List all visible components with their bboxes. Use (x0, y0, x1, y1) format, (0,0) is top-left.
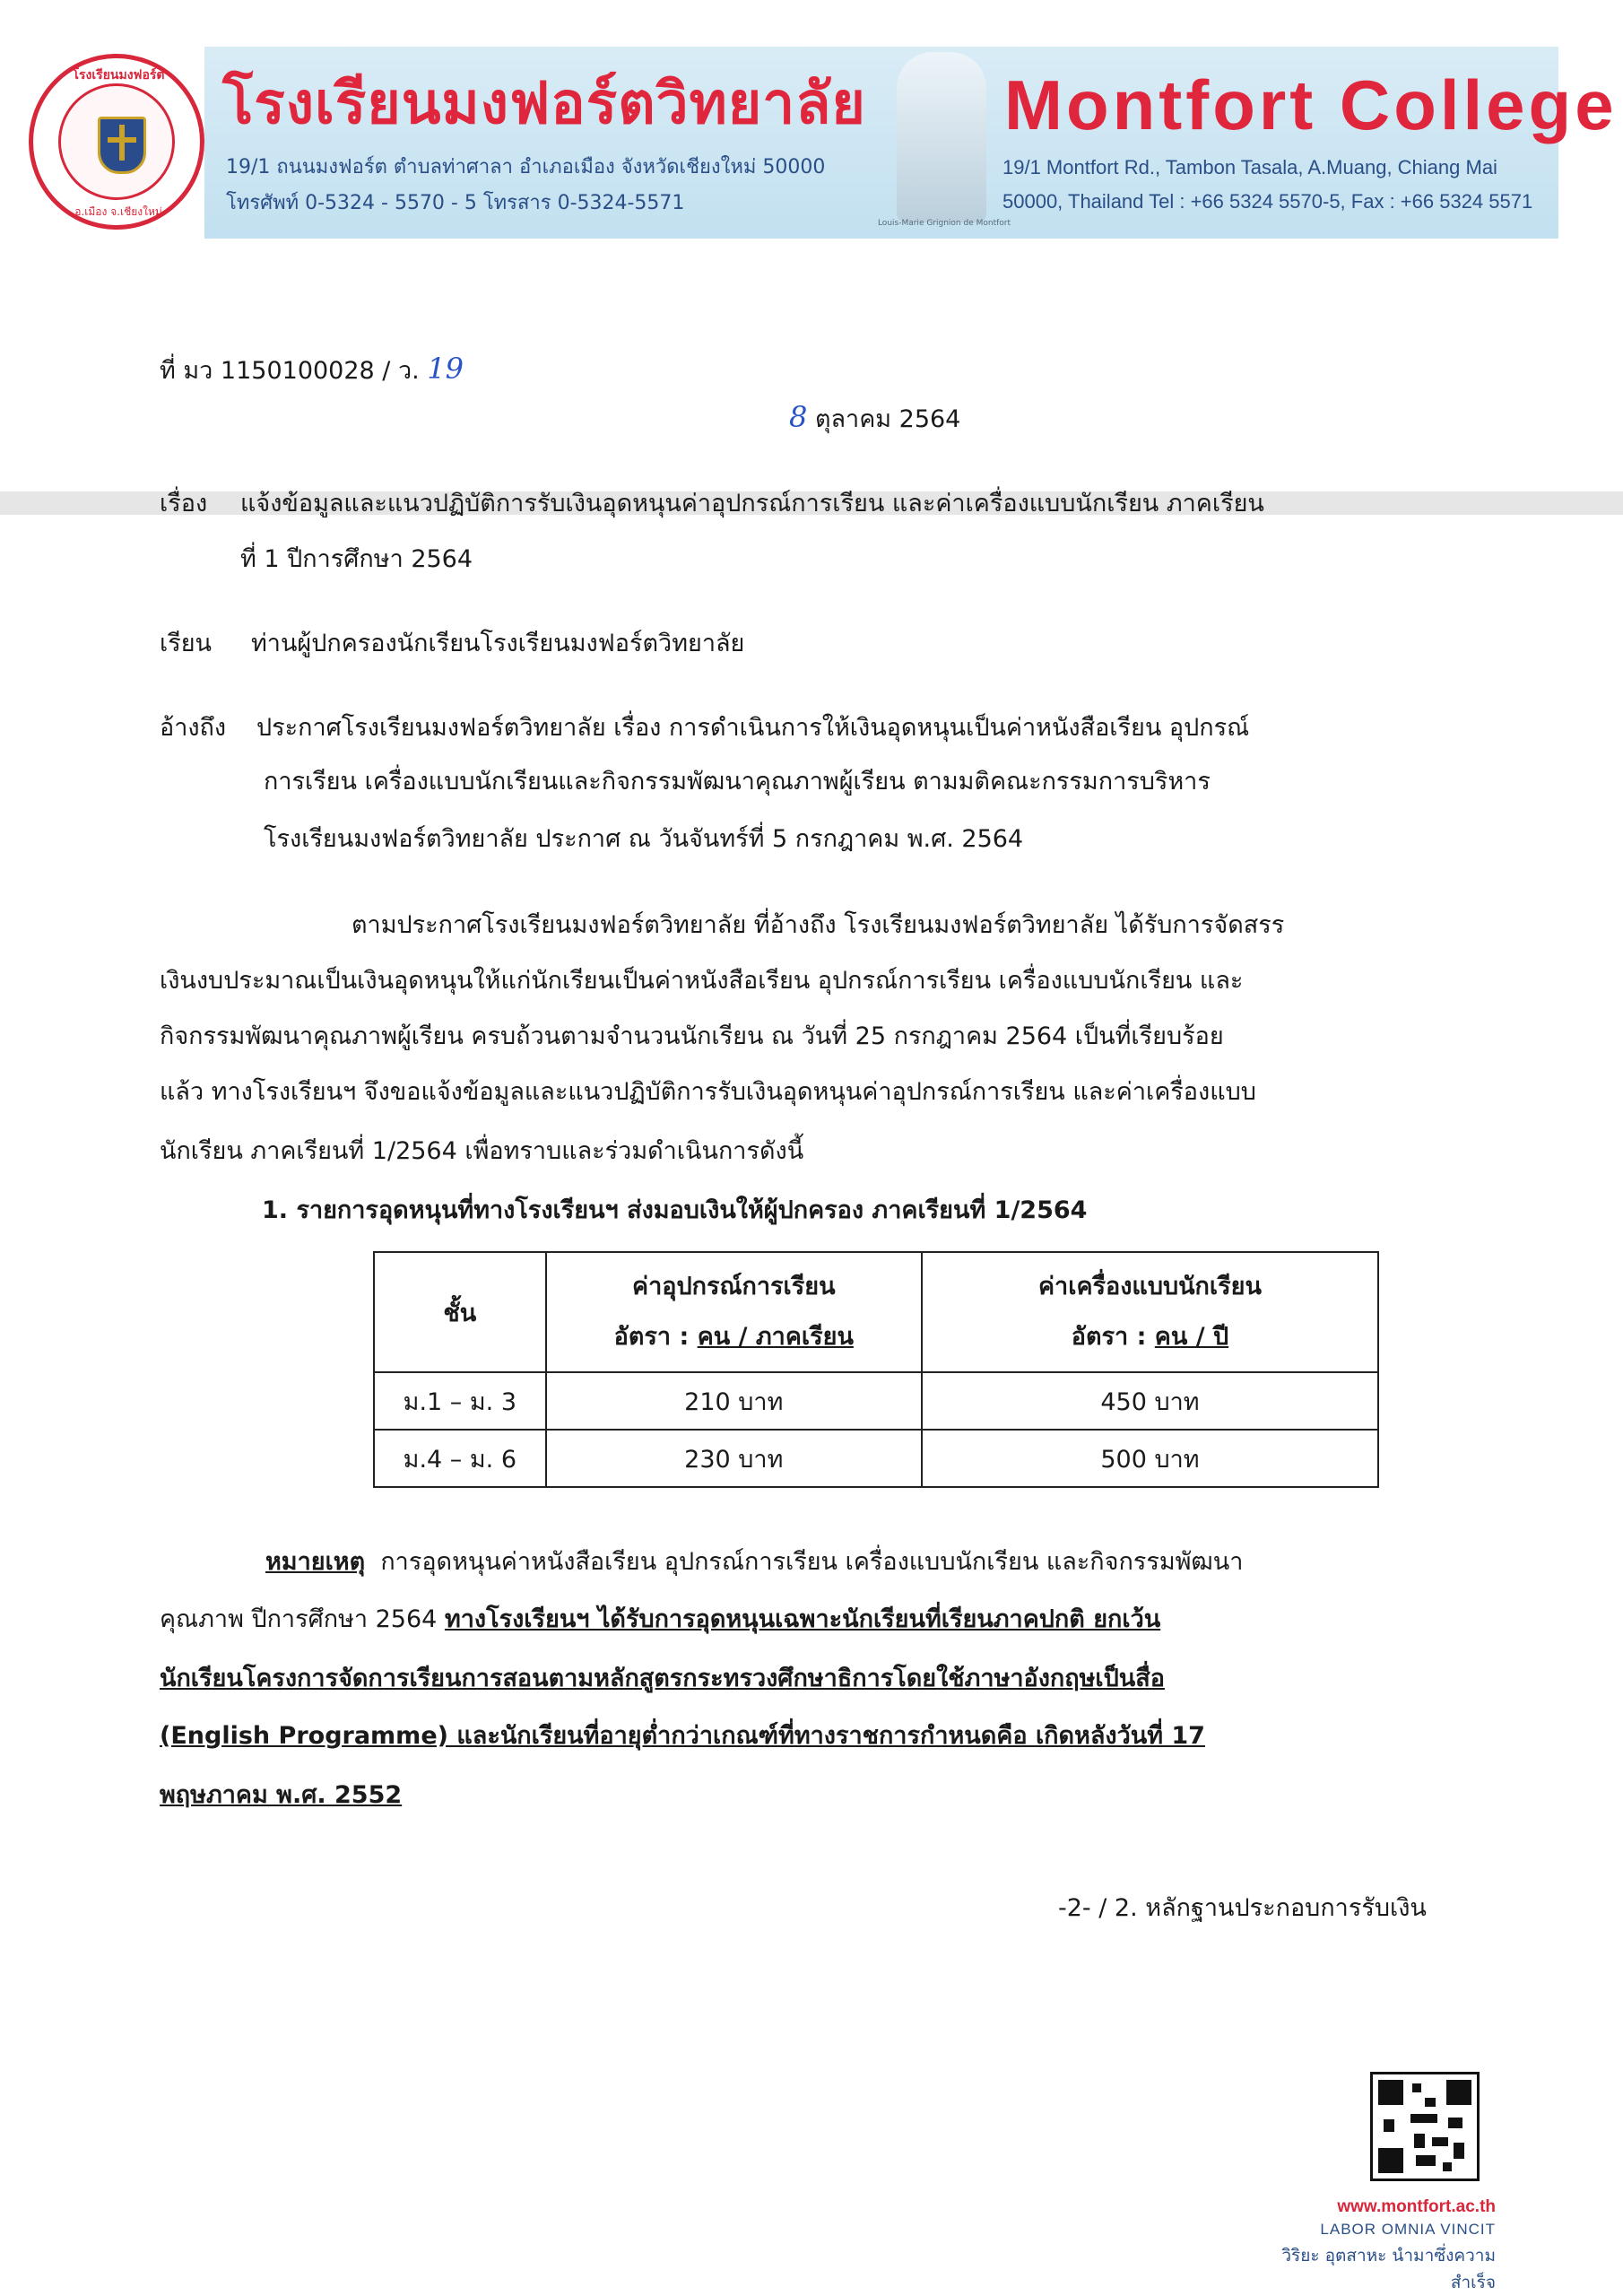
note-line-4: (English Programme) และนักเรียนที่อายุต่ำกว่าเกณฑ์ที่ทางราชการกำหนดคือ เกิดหลังวันที่ 17 (160, 1722, 1205, 1750)
subject-line-1: แจ้งข้อมูลและแนวปฏิบัติการรับเงินอุดหนุนค่าอุปกรณ์การเรียน และค่าเครื่องแบบนักเรียน ภาคเรียน (240, 490, 1264, 517)
note-line-2-plain: คุณภาพ ปีการศึกษา 2564 (160, 1605, 438, 1633)
thai-address-line-2: โทรศัพท์ 0-5324 - 5570 - 5 โทรสาร 0-5324-5571 (226, 192, 685, 214)
subject-line-2: ที่ 1 ปีการศึกษา 2564 (240, 545, 473, 573)
founder-statue-image (897, 52, 986, 222)
header-equipment-rate-unit: คน / ภาคเรียน (697, 1323, 854, 1351)
row-2-equipment: 230 บาท (546, 1430, 922, 1487)
note-line-1-text: การอุดหนุนค่าหนังสือเรียน อุปกรณ์การเรียน เครื่องแบบนักเรียน และกิจกรรมพัฒนา (380, 1548, 1244, 1576)
header-uniform-title: ค่าเครื่องแบบนักเรียน (1038, 1273, 1262, 1300)
note-line-1 (265, 1548, 1243, 1577)
row-2-uniform: 500 บาท (922, 1430, 1378, 1487)
row-2-level: ม.4 – ม. 6 (374, 1430, 546, 1487)
body-line-4: แล้ว ทางโรงเรียนฯ จึงขอแจ้งข้อมูลและแนวปฏิบัติการรับเงินอุดหนุนค่าอุปกรณ์การเรียน และค่าเครื่องแบบ (160, 1078, 1256, 1106)
handwritten-document-number: 19 (427, 352, 464, 386)
seal-text-bottom: อ.เมือง จ.เชียงใหม่ (74, 205, 162, 218)
body-line-1: ตามประกาศโรงเรียนมงฟอร์ตวิทยาลัย ที่อ้างถึง โรงเรียนมงฟอร์ตวิทยาลัย ได้รับการจัดสรร (352, 911, 1285, 939)
reference-line-2: การเรียน เครื่องแบบนักเรียนและกิจกรรมพัฒนาคุณภาพผู้เรียน ตามมติคณะกรรมการบริหาร (264, 768, 1211, 796)
header-equipment (546, 1252, 922, 1372)
body-line-2: เงินงบประมาณเป็นเงินอุดหนุนให้แก่นักเรียนเป็นค่าหนังสือเรียน อุปกรณ์การเรียน เครื่องแบบนักเรียน และ (160, 967, 1244, 995)
cross-icon-vertical (119, 125, 125, 161)
handwritten-date-day: 8 (789, 400, 808, 434)
note-line-2-bold: ทางโรงเรียนฯ ได้รับการอุดหนุนเฉพาะนักเรียนที่เรียนภาคปกติ ยกเว้น (444, 1605, 1161, 1633)
header-uniform-rate (923, 1312, 1377, 1362)
header-uniform-rate-unit: คน / ปี (1154, 1323, 1229, 1351)
seal-text-top: โรงเรียนมงฟอร์ต (72, 68, 165, 83)
school-name-thai: โรงเรียนมงฟอร์ตวิทยาลัย (222, 71, 866, 137)
school-name-english: Montfort College (1004, 65, 1618, 144)
header-equipment-title: ค่าอุปกรณ์การเรียน (632, 1273, 836, 1300)
recipient-text: ท่านผู้ปกครองนักเรียนโรงเรียนมงฟอร์ตวิทยาลัย (251, 630, 745, 657)
body-line-3: กิจกรรมพัฒนาคุณภาพผู้เรียน ครบถ้วนตามจำนวนนักเรียน ณ วันที่ 25 กรกฎาคม 2564 เป็นที่เรียบร้อย (160, 1022, 1224, 1050)
table-header-row (374, 1252, 1378, 1372)
subject-label: เรื่อง (160, 490, 208, 517)
body-line-5: นักเรียน ภาคเรียนที่ 1/2564 เพื่อทราบและร่วมดำเนินการดังนี้ (160, 1137, 804, 1165)
note-line-5: พฤษภาคม พ.ศ. 2552 (160, 1781, 403, 1809)
english-address-line-2: 50000, Thailand Tel : +66 5324 5570-5, Fax : +66 5324 5571 (1002, 190, 1533, 213)
reference-line-1: ประกาศโรงเรียนมงฟอร์ตวิทยาลัย เรื่อง การดำเนินการให้เงินอุดหนุนเป็นค่าหนังสือเรียน อุปกรณ์ (256, 714, 1250, 742)
row-1-level: ม.1 – ม. 3 (374, 1372, 546, 1430)
header-uniform-rate-label: อัตรา : (1071, 1323, 1147, 1351)
table-row (374, 1430, 1378, 1487)
qr-code-icon (1370, 2072, 1480, 2181)
english-address-line-1: 19/1 Montfort Rd., Tambon Tasala, A.Muang, Chiang Mai (1002, 156, 1497, 178)
school-seal-logo (29, 54, 204, 230)
subsidy-table (373, 1251, 1379, 1488)
document-date (789, 400, 960, 434)
note-label: หมายเหตุ (265, 1548, 366, 1576)
school-motto-latin: LABOR OMNIA VINCIT (1320, 2221, 1496, 2238)
school-motto-thai: วิริยะ อุตสาหะ นำมาซึ่งความสำเร็จ (1281, 2246, 1496, 2292)
header-equipment-rate-label: อัตรา : (613, 1323, 690, 1351)
table-row (374, 1372, 1378, 1430)
header-equipment-rate (547, 1312, 921, 1362)
header-level: ชั้น (374, 1252, 546, 1372)
header-uniform (922, 1252, 1378, 1372)
thai-address-line-1: 19/1 ถนนมงฟอร์ต ตำบลท่าศาลา อำเภอเมือง จังหวัดเชียงใหม่ 50000 (226, 156, 826, 178)
note-line-2 (160, 1605, 1160, 1634)
document-number-prefix: ที่ มว 1150100028 / ว. (160, 357, 420, 385)
note-line-3: นักเรียนโครงการจัดการเรียนการสอนตามหลักสูตรกระทรวงศึกษาธิการโดยใช้ภาษาอังกฤษเป็นสื่อ (160, 1665, 1165, 1692)
school-website-link: www.montfort.ac.th (1337, 2197, 1496, 2216)
statue-caption: Louis-Marie Grignion de Montfort (877, 219, 1011, 228)
shield-icon (98, 117, 146, 174)
reference-line-3: โรงเรียนมงฟอร์ตวิทยาลัย ประกาศ ณ วันจันทร์ที่ 5 กรกฎาคม พ.ศ. 2564 (264, 825, 1024, 853)
recipient-label: เรียน (160, 630, 213, 657)
row-1-equipment: 210 บาท (546, 1372, 922, 1430)
seal-inner-ring (58, 83, 175, 200)
section-1-title: 1. รายการอุดหนุนที่ทางโรงเรียนฯ ส่งมอบเงินให้ผู้ปกครอง ภาคเรียนที่ 1/2564 (262, 1196, 1088, 1224)
row-1-uniform: 450 บาท (922, 1372, 1378, 1430)
document-number (160, 352, 464, 386)
date-month-year: ตุลาคม 2564 (814, 405, 961, 433)
cross-icon-horizontal (108, 137, 136, 143)
continuation-note: -2- / 2. หลักฐานประกอบการรับเงิน (1058, 1894, 1427, 1922)
reference-label: อ้างถึง (160, 714, 227, 742)
